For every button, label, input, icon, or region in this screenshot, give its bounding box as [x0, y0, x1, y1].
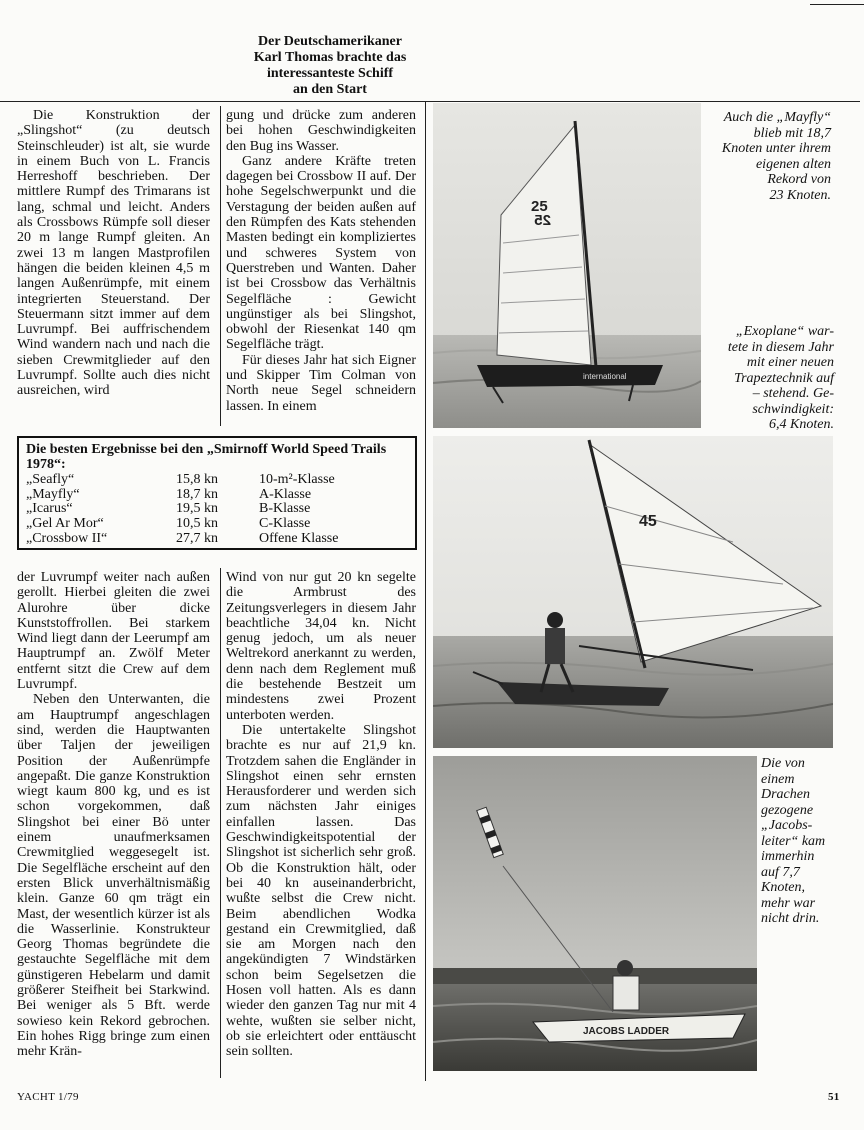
article-paragraph: Die untertakelte Slingshot brachte es nur auf 21,9 kn. Trotzdem sahen die Engländer in Slingshot einen sehr ernsten Herausforderer und werden sich zum nächsten Jahr einiges einfallen lassen. Das Geschwindigkeitspotential der Slingshot ist sicherlich sehr groß. Ob die Konstruktion hält, oder bei 40 kn auseinanderbricht, wußte selbst die Crew nicht. Beim abendlichen Wodka gestand ein Crewmitglied, daß sie am Morgen nach den angekündigten 7 Windstärken schon beim Segelsetzen die Hosen voll hatten. Als es dann wieder den ganzen Tag nur mit 4 wehte, wußten sie selber nicht, ob sie erleichtert oder enttäuscht sein sollten.: [226, 722, 416, 1060]
caption-line: schwindigkeit:: [752, 401, 834, 417]
column-divider: [220, 568, 221, 1078]
top-corner-rule: [810, 4, 864, 5]
headline-line: interessanteste Schiff: [266, 66, 394, 81]
caption-line: Auch die „Mayfly“: [723, 110, 831, 125]
article-paragraph: Wind von nur gut 20 kn segelte die Armbrust des Zeitungsverlegers in diesem Jahr beachtliche 34,04 kn. Nicht genug jedoch, um als neuer Weltrekord anerkannt zu werden, denn nach dem Reglement muß die bestehende Bestzeit um mindestens zwei Prozent unterboten werden.: [226, 570, 416, 723]
caption-line: „Jacobs-: [761, 818, 813, 833]
caption-line: tete in diesem Jahr: [727, 339, 834, 355]
article-column-2-bottom: [226, 570, 416, 1060]
header-rule: [0, 101, 860, 102]
article-paragraph: Für dieses Jahr hat sich Eigner und Skipper Tim Colman von North neue Segel schneidern lassen. In einem: [226, 352, 416, 414]
photo-exoplane: [433, 436, 833, 748]
results-box: [17, 436, 417, 550]
result-class: A-Klasse: [259, 486, 312, 502]
article-column-1-bottom: [17, 570, 210, 1060]
jacobsleiter-hull-text: JACOBS LADDER: [583, 1026, 670, 1037]
exoplane-photo-image: [433, 436, 833, 748]
caption-line: 23 Knoten.: [769, 187, 831, 203]
photo-jacobsleiter: [433, 756, 757, 1071]
result-class: C-Klasse: [259, 515, 311, 531]
result-class: 10-m²-Klasse: [259, 472, 335, 488]
caption-line: Rekord von: [767, 172, 831, 187]
caption-line: Drachen: [761, 787, 810, 802]
headline-line: an den Start: [293, 82, 367, 97]
caption-line: einem: [761, 771, 795, 787]
article-paragraph: der Luvrumpf weiter nach außen gerollt. Hierbei gleiten die zwei Alurohre über dicke Kunststoffrollen. Bei starkem Wind liegt dann der Leerumpf am Hauptrumpf an. Zwölf Meter entfernt sitzt die Crew auf dem Luvrumpf.: [17, 570, 210, 693]
column-divider: [220, 106, 221, 426]
result-name: „Gel Ar Mor“: [26, 515, 104, 531]
article-paragraph: Neben den Unterwanten, die am Hauptrumpf angeschlagen sind, werden die Hauptwanten über Taljen der jeweiligen Position der Außenrümpfe angepaßt. Die ganze Konstruktion wiegt kaum 800 kg, und es ist schon vorgekommen, daß Slingshot bei einer Bö unter einem unaufmerksamen Crewmitglied weggesegelt ist. Die Segelfläche erscheint auf den ersten Blick unverhältnismäßig klein. Ganze 60 qm trägt ein Mast, der wesentlich kürzer ist als die Wasserlinie. Konstrukteur Georg Thomas begründete die gestauchte Segelfläche mit dem günstigeren Hebelarm und damit größerer Steifheit bei Starkwind. Bei weniger als 5 Bft. werde sowieso kein Rekord gebrochen. Ein hohes Rigg bringe zum einen mehr Krän-: [17, 692, 210, 1060]
result-name: „Mayfly“: [26, 486, 80, 502]
column-divider: [425, 101, 426, 1081]
results-row: [26, 502, 408, 517]
results-row: [26, 517, 408, 532]
caption-line: leiter“ kam: [761, 833, 826, 849]
results-row: [26, 488, 408, 503]
caption-line: Knoten,: [761, 880, 805, 895]
result-speed: 19,5 kn: [176, 501, 218, 517]
article-paragraph: Die Konstruktion der „Slingshot“ (zu deutsch Steinschleuder) ist alt, sie wurde in einem Buch von L. Francis Herreshoff beschrieben. Der mittlere Rumpf des Trimarans ist lang, schmal und leicht. Anders als Crossbows Rümpfe soll dieser 20 m lange Rumpf gleiten. An zwei 13 m langen Mastprofilen hängen die beiden kleinen 4,5 m langen Außenrümpfe, mit einem integrierten Steuerstand. Der Steuermann sitzt immer auf dem Luvrumpf. Bei auffrischendem Wind wandern nach und nach die sieben Crewmitglieder auf den Luvrumpf. Sollte auch dies nicht ausreichen, wird: [17, 108, 210, 399]
caption-line: Trapeztechnik auf: [734, 370, 834, 386]
caption-mayfly: [703, 110, 831, 203]
result-speed: 18,7 kn: [176, 486, 218, 502]
photo-mayfly: [433, 103, 701, 428]
footer-page-number: 51: [828, 1091, 840, 1103]
results-row: [26, 532, 408, 547]
caption-jacobsleiter: [761, 756, 851, 927]
caption-line: Die von: [761, 756, 805, 771]
caption-line: blieb mit 18,7: [753, 125, 831, 141]
caption-line: gezogene: [761, 802, 814, 818]
result-class: B-Klasse: [259, 501, 311, 517]
article-paragraph: gung und drücke zum anderen bei hohen Geschwindigkeiten den Bug ins Wasser.: [226, 108, 416, 154]
caption-line: – stehend. Ge-: [752, 386, 834, 401]
result-speed: 15,8 kn: [176, 472, 218, 488]
article-paragraph: Ganz andere Kräfte treten dagegen bei Crossbow II auf. Der hohe Segelschwerpunkt und die Verstagung der beiden außen auf den Rümpfen des Kats stehenden Masten bedingt ein kompliziertes und schweres System von Querstreben und Wanten. Daher ist bei Crossbow das Verhältnis Segelfläche : Gewicht ungünstiger als bei Slingshot, obwohl der Riesenkat 140 qm Segelfläche trägt.: [226, 153, 416, 353]
caption-line: eigenen alten: [755, 156, 831, 172]
footer-magazine-issue: YACHT 1/79: [17, 1091, 79, 1103]
result-class: Offene Klasse: [259, 530, 339, 546]
mayfly-photo-image: [433, 103, 701, 428]
caption-line: immerhin: [761, 849, 815, 864]
caption-exoplane: [700, 324, 834, 433]
jacobsleiter-photo-image: [433, 756, 757, 1071]
results-row: [26, 473, 408, 488]
caption-line: nicht drin.: [761, 911, 820, 926]
result-speed: 10,5 kn: [176, 515, 218, 531]
caption-line: mit einer neuen: [746, 355, 834, 370]
caption-line: 6,4 Knoten.: [769, 417, 834, 432]
results-title: Die besten Ergebnisse bei den „Smirnoff World Speed Trails 1978“:: [26, 442, 387, 472]
result-name: „Seafly“: [26, 472, 75, 488]
article-column-2-top: [226, 108, 416, 414]
result-name: „Crossbow II“: [26, 530, 108, 546]
exoplane-sail-number: 45: [639, 513, 657, 530]
mayfly-hull-text: international: [583, 372, 627, 381]
caption-line: „Exoplane“ war-: [735, 324, 834, 339]
mayfly-sail-number-mirrored: 25: [534, 212, 551, 229]
headline-line: Karl Thomas brachte das: [253, 50, 407, 65]
result-name: „Icarus“: [26, 501, 73, 517]
caption-line: auf 7,7: [761, 864, 800, 880]
mayfly-sail-number: 25: [531, 198, 548, 215]
article-headline: [220, 34, 440, 98]
caption-line: Knoten unter ihrem: [721, 141, 831, 156]
caption-line: mehr war: [761, 895, 816, 911]
article-column-1-top: [17, 108, 210, 399]
headline-line: Der Deutschamerikaner: [258, 34, 402, 49]
result-speed: 27,7 kn: [176, 530, 218, 546]
